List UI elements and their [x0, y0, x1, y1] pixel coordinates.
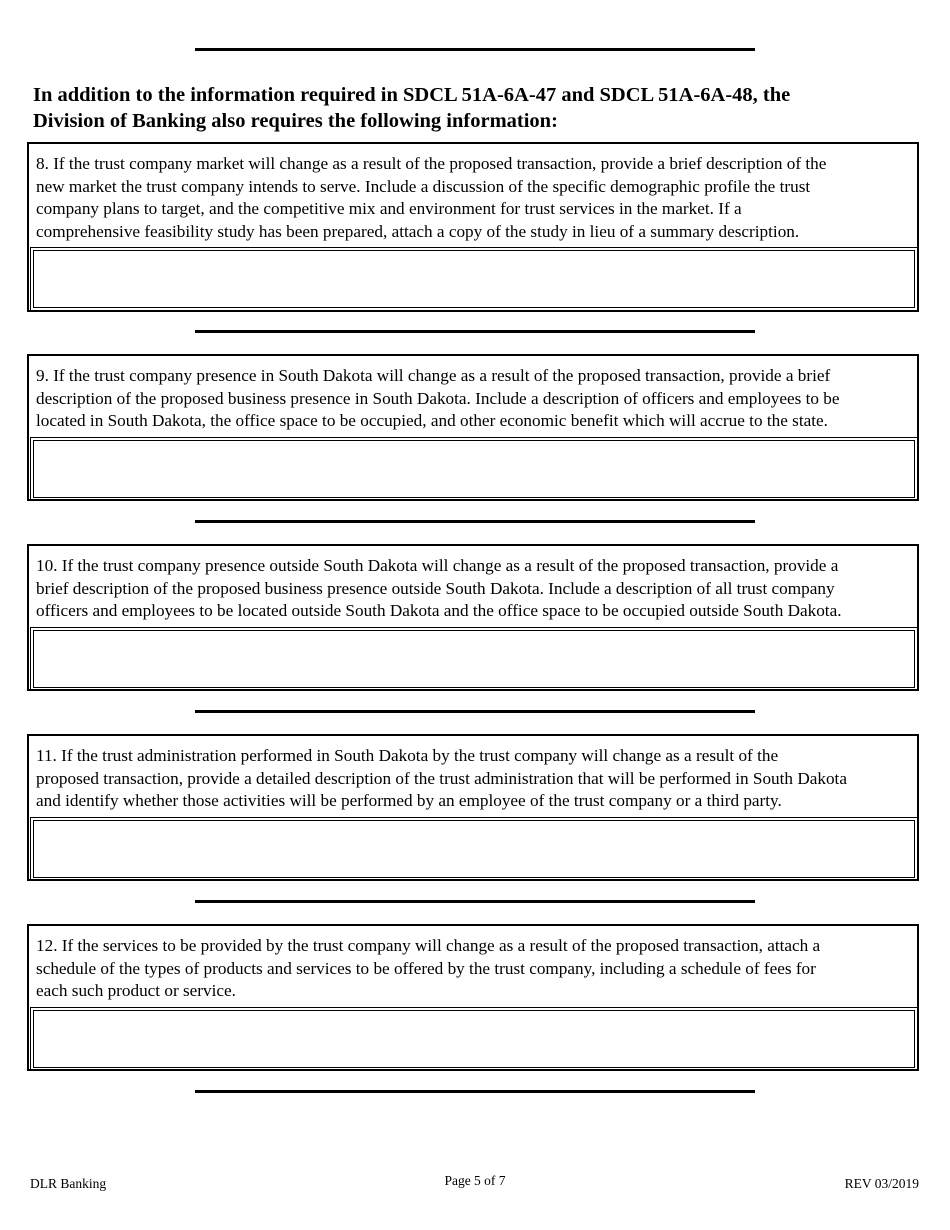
question-11-text — [36, 745, 913, 813]
question-12-box — [27, 924, 919, 1071]
divider-after-question-11 — [195, 900, 755, 903]
question-11-line-3: and identify whether those activities will be performed by an employee of the trust company or a third party. — [36, 791, 782, 810]
question-10-line-3: officers and employees to be located outside South Dakota and the office space to be occupied outside South Dakota. — [36, 601, 842, 620]
question-8-answer-field[interactable] — [33, 250, 915, 308]
question-12-line-1: 12. If the services to be provided by the trust company will change as a result of the proposed transaction, attach a — [36, 936, 821, 955]
question-10-line-2: brief description of the proposed business presence outside South Dakota. Include a description of all trust company — [36, 578, 835, 598]
question-9-answer-field[interactable] — [33, 440, 915, 498]
question-8-box — [27, 142, 919, 312]
question-8-line-1: 8. If the trust company market will change as a result of the proposed transaction, provide a brief description of the — [36, 154, 827, 173]
question-8-line-2: new market the trust company intends to serve. Include a discussion of the specific demographic profile the trust — [36, 176, 811, 196]
heading-line-1: In addition to the information required in SDCL 51A-6A-47 and SDCL 51A-6A-48, the — [33, 84, 791, 106]
question-11-answer-field[interactable] — [33, 820, 915, 878]
section-heading — [33, 82, 918, 134]
question-12-line-3: each such product or service. — [36, 981, 236, 1000]
top-divider — [195, 48, 755, 51]
question-11-box — [27, 734, 919, 881]
heading-line-2: Division of Banking also requires the following information: — [33, 110, 558, 132]
question-11-line-1: 11. If the trust administration performed in South Dakota by the trust company will change as a result of the — [36, 746, 779, 765]
question-8-line-4: comprehensive feasibility study has been prepared, attach a copy of the study in lieu of a summary description. — [36, 221, 800, 241]
question-10-line-1: 10. If the trust company presence outside South Dakota will change as a result of the proposed transaction, provide a — [36, 556, 839, 575]
question-8-line-3: company plans to target, and the competitive mix and environment for trust services in the market. If a — [36, 199, 742, 218]
divider-after-question-8 — [195, 330, 755, 333]
question-12-line-2: schedule of the types of products and services to be offered by the trust company, including a schedule of fees for — [36, 958, 816, 978]
question-10-box — [27, 544, 919, 691]
question-9-line-1: 9. If the trust company presence in South Dakota will change as a result of the proposed transaction, provide a brief — [36, 366, 831, 385]
question-11-line-2: proposed transaction, provide a detailed description of the trust administration that will be performed in South Dakota — [36, 768, 847, 788]
question-9-line-3: located in South Dakota, the office space to be occupied, and other economic benefit which will accrue to the state. — [36, 411, 828, 430]
question-12-answer-field[interactable] — [33, 1010, 915, 1068]
question-12-text — [36, 935, 913, 1003]
footer-revision: REV 03/2019 — [844, 1176, 919, 1191]
question-10-text — [36, 555, 913, 623]
question-9-text — [36, 365, 913, 433]
footer-left: DLR Banking — [30, 1176, 107, 1191]
divider-after-question-10 — [195, 710, 755, 713]
divider-after-question-12 — [195, 1090, 755, 1093]
question-8-text — [36, 153, 913, 243]
footer-page-number: Page 5 of 7 — [444, 1173, 506, 1188]
question-9-box — [27, 354, 919, 501]
divider-after-question-9 — [195, 520, 755, 523]
question-10-answer-field[interactable] — [33, 630, 915, 688]
question-9-line-2: description of the proposed business presence in South Dakota. Include a description of officers and employees to be — [36, 388, 840, 408]
